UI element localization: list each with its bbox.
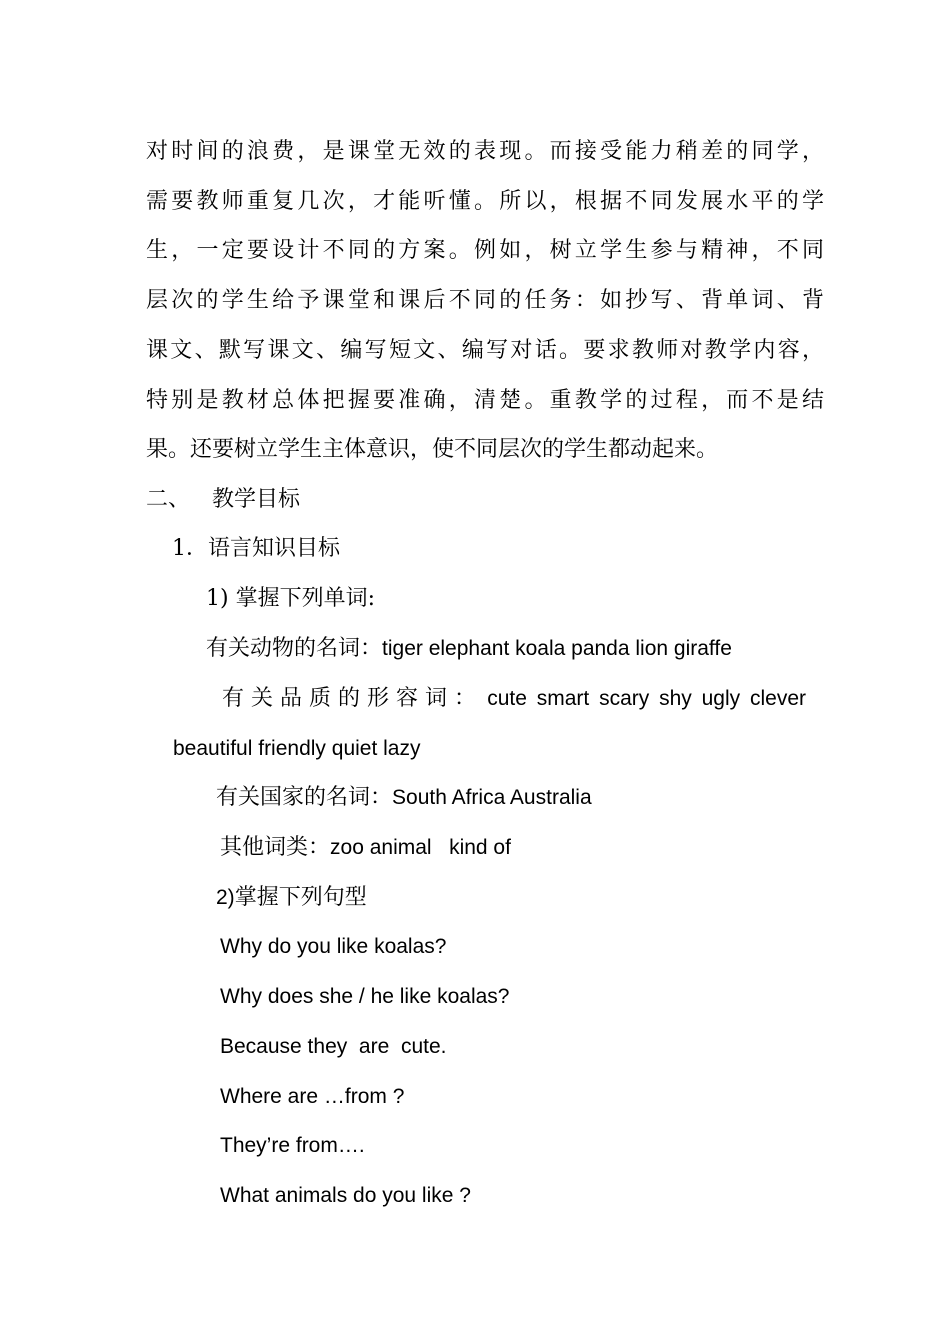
vocab-countries xyxy=(216,783,592,813)
section-number: 二、 xyxy=(146,487,191,512)
subsection-title: 语言知识目标 xyxy=(208,536,341,561)
pattern-sentence: Where are …from ? xyxy=(220,1085,405,1108)
paragraph-line: 需要教师重复几次，才能听懂。所以，根据不同发展水平的学 xyxy=(146,189,824,214)
patterns-heading xyxy=(216,883,367,913)
vocab-animals-label: 有关动物的名词： xyxy=(206,636,383,661)
paragraph-line: 层次的学生给予课堂和课后不同的任务：如抄写、背单词、背 xyxy=(146,288,824,313)
patterns-heading-text: 掌握下列句型 xyxy=(234,885,367,910)
paragraph-line: 果。还要树立学生主体意识，使不同层次的学生都动起来。 xyxy=(146,437,719,462)
pattern-sentence: They’re from…. xyxy=(220,1134,365,1157)
subsection-number: 1． xyxy=(172,536,208,561)
vocab-adjectives-words: cute smart scary shy ugly clever xyxy=(487,687,806,710)
vocab-others-label: 其他词类： xyxy=(220,835,331,860)
vocab-adjectives xyxy=(222,684,806,714)
vocab-adjectives-words-cont: beautiful friendly quiet lazy xyxy=(173,737,421,760)
vocab-adjectives-label: 有 关 品 质 的 形 容 词 ： xyxy=(222,686,476,711)
pattern-sentence: What animals do you like ? xyxy=(220,1184,471,1207)
subsection-heading xyxy=(172,534,340,564)
paragraph-line: 特别是教材总体把握要准确，清楚。重教学的过程，而不是结 xyxy=(146,388,824,413)
patterns-heading-number: 2) xyxy=(216,886,235,909)
vocab-animals-words: tiger elephant koala panda lion giraffe xyxy=(382,637,732,660)
vocab-others-words: zoo animal kind of xyxy=(330,836,511,859)
vocab-animals xyxy=(206,634,732,664)
vocab-countries-label: 有关国家的名词： xyxy=(216,785,393,810)
pattern-sentence: Because they are cute. xyxy=(220,1035,447,1058)
vocab-heading: 1) 掌握下列单词: xyxy=(206,586,375,611)
vocab-others xyxy=(220,833,511,863)
paragraph-line: 生，一定要设计不同的方案。例如，树立学生参与精神，不同 xyxy=(146,238,824,263)
paragraph-line: 对时间的浪费，是课堂无效的表现。而接受能力稍差的同学， xyxy=(146,139,824,164)
pattern-sentence: Why do you like koalas? xyxy=(220,935,447,958)
pattern-sentence: Why does she / he like koalas? xyxy=(220,985,510,1008)
section-title: 教学目标 xyxy=(212,487,301,512)
paragraph-line: 课文、默写课文、编写短文、编写对话。要求教师对教学内容， xyxy=(146,338,824,363)
section-heading xyxy=(146,485,300,515)
vocab-countries-words: South Africa Australia xyxy=(392,786,592,809)
